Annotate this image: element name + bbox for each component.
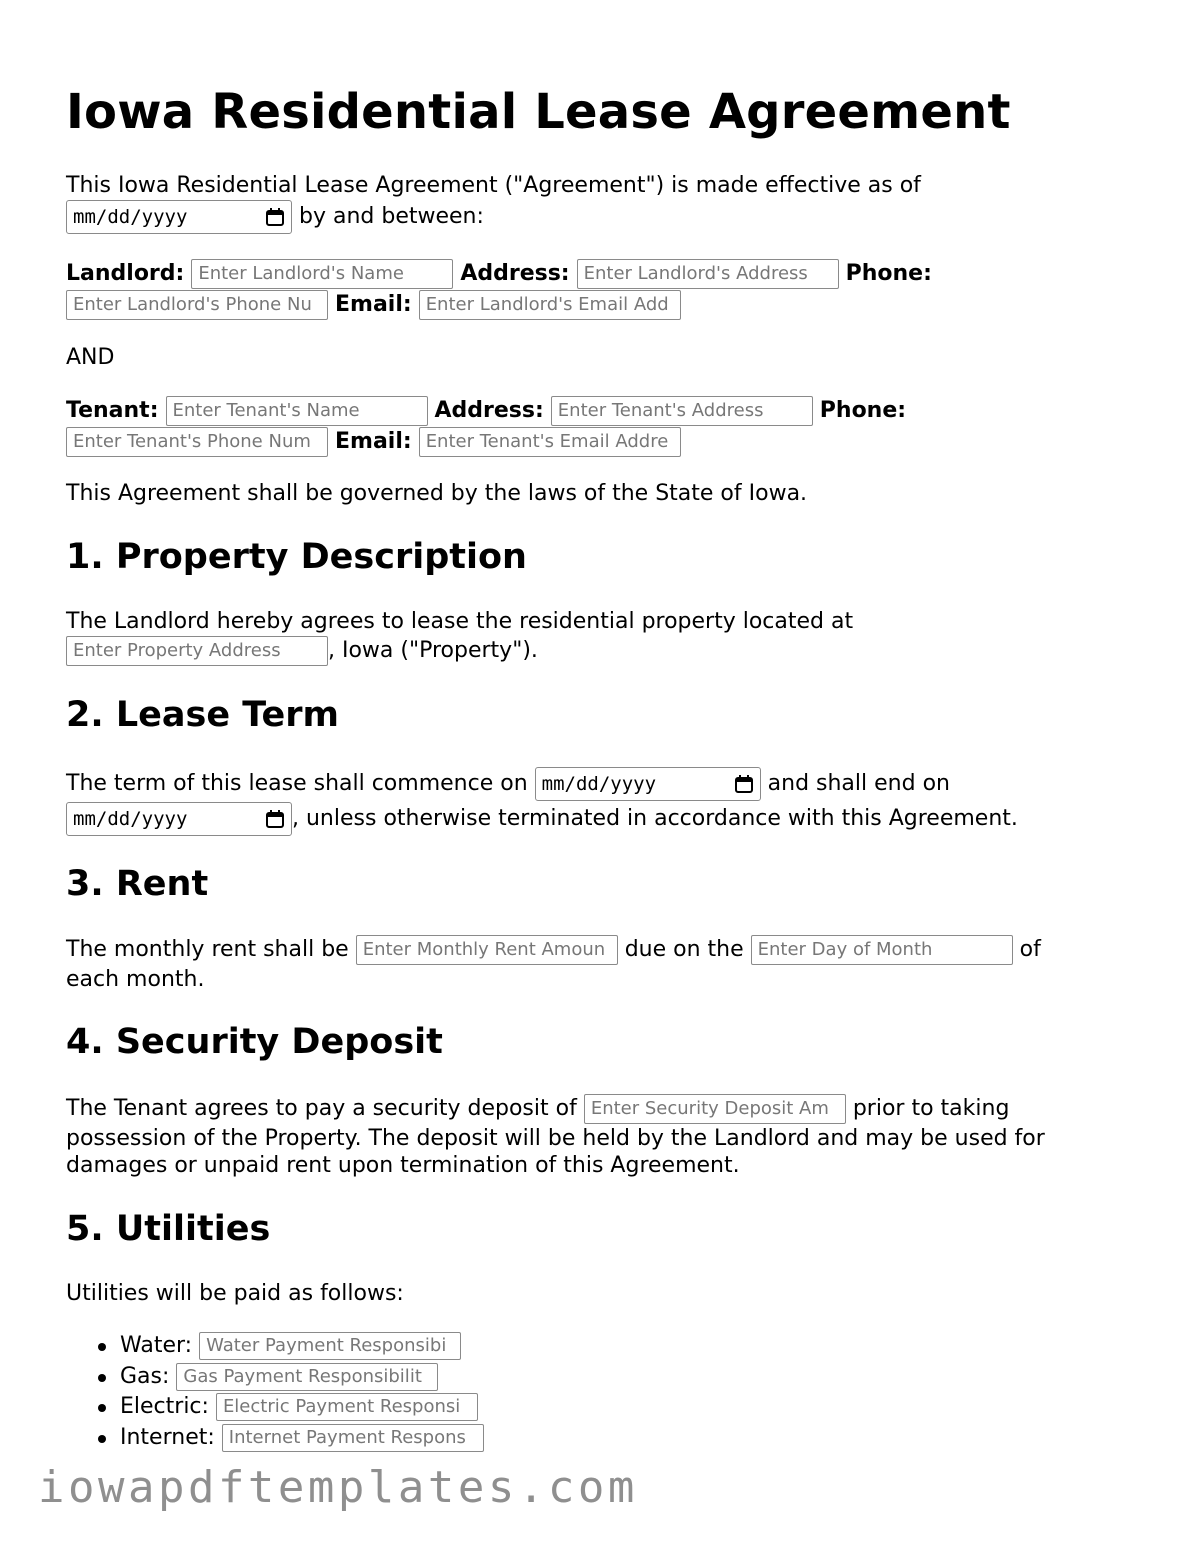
internet-responsibility-input[interactable]: Internet Payment Respons [222, 1424, 484, 1452]
watermark-text: iowapdftemplates.com [38, 1462, 638, 1513]
monthly-rent-input[interactable]: Enter Monthly Rent Amoun [356, 935, 618, 965]
rent-text: The monthly rent shall be [66, 937, 349, 962]
lease-term-line-2 [66, 802, 1018, 836]
property-address-input[interactable]: Enter Property Address [66, 636, 328, 666]
lease-end-date-input[interactable]: mm/dd/yyyy [66, 802, 292, 836]
tenant-address-input[interactable]: Enter Tenant's Address [551, 396, 813, 426]
water-responsibility-input[interactable]: Water Payment Responsibi [199, 1332, 461, 1360]
section-heading-deposit: 4. Security Deposit [66, 1022, 443, 1062]
landlord-label: Landlord: [66, 261, 185, 286]
landlord-address-input[interactable]: Enter Landlord's Address [577, 259, 839, 289]
section-heading-property: 1. Property Description [66, 537, 527, 577]
deposit-text-line-2: possession of the Property. The deposit will be held by the Landlord and may be used for [66, 1126, 1045, 1151]
governing-law-text: This Agreement shall be governed by the laws of the State of Iowa. [66, 481, 808, 506]
utility-item-internet: Internet: Internet Payment Respons [62, 1423, 484, 1454]
and-text: AND [66, 345, 115, 370]
landlord-name-input[interactable]: Enter Landlord's Name [191, 259, 453, 289]
tenant-line-2 [66, 427, 681, 457]
tenant-label: Tenant: [66, 398, 159, 423]
lease-term-after-text: , unless otherwise terminated in accordance with this Agreement. [292, 806, 1018, 831]
calendar-icon [265, 809, 285, 829]
tenant-line-1 [66, 396, 906, 426]
deposit-line-1 [66, 1094, 1009, 1124]
landlord-email-label: Email: [335, 292, 412, 317]
utility-item-water: Water: Water Payment Responsibi [62, 1331, 484, 1362]
deposit-text-line-3: damages or unpaid rent upon termination of this Agreement. [66, 1153, 740, 1178]
intro-text: This Iowa Residential Lease Agreement ("Agreement") is made effective as of [66, 173, 921, 198]
section-heading-lease-term: 2. Lease Term [66, 695, 339, 735]
section-heading-utilities: 5. Utilities [66, 1209, 271, 1249]
tenant-email-input[interactable]: Enter Tenant's Email Addre [419, 427, 681, 457]
landlord-phone-input[interactable]: Enter Landlord's Phone Nu [66, 290, 328, 320]
property-address-line [66, 636, 538, 666]
tenant-name-input[interactable]: Enter Tenant's Name [166, 396, 428, 426]
rent-text-line-2: each month. [66, 967, 205, 992]
lease-term-line-1 [66, 767, 950, 801]
tenant-email-label: Email: [335, 429, 412, 454]
utility-item-electric: Electric: Electric Payment Responsi [62, 1392, 484, 1423]
landlord-phone-label: Phone: [845, 261, 932, 286]
calendar-icon [734, 774, 754, 794]
rent-due-text: due on the [624, 937, 744, 962]
landlord-line-2 [66, 290, 681, 320]
deposit-after-text: prior to taking [852, 1096, 1010, 1121]
lease-start-text: The term of this lease shall commence on [66, 771, 528, 796]
effective-date-input[interactable]: mm/dd/yyyy [66, 200, 292, 234]
intro-date-line [66, 200, 484, 234]
landlord-address-label: Address: [460, 261, 570, 286]
page-title: Iowa Residential Lease Agreement [66, 84, 1011, 140]
landlord-email-input[interactable]: Enter Landlord's Email Add [419, 290, 681, 320]
intro-after-date: by and between: [299, 204, 484, 229]
lease-start-date-input[interactable]: mm/dd/yyyy [535, 767, 761, 801]
rent-day-input[interactable]: Enter Day of Month [751, 935, 1013, 965]
electric-responsibility-input[interactable]: Electric Payment Responsi [216, 1393, 478, 1421]
property-text: The Landlord hereby agrees to lease the residential property located at [66, 609, 854, 634]
lease-end-text: and shall end on [767, 771, 950, 796]
tenant-phone-input[interactable]: Enter Tenant's Phone Num [66, 427, 328, 457]
property-text-after: , Iowa ("Property"). [328, 638, 538, 663]
rent-line-1 [66, 935, 1041, 965]
security-deposit-input[interactable]: Enter Security Deposit Am [584, 1094, 846, 1124]
utility-item-gas: Gas: Gas Payment Responsibilit [62, 1362, 484, 1393]
gas-responsibility-input[interactable]: Gas Payment Responsibilit [176, 1363, 438, 1391]
tenant-address-label: Address: [434, 398, 544, 423]
utilities-intro: Utilities will be paid as follows: [66, 1281, 404, 1306]
landlord-line-1 [66, 259, 932, 289]
tenant-phone-label: Phone: [819, 398, 907, 423]
deposit-text: The Tenant agrees to pay a security deposit of [66, 1096, 577, 1121]
rent-of-text: of [1019, 937, 1041, 962]
utilities-list [62, 1331, 484, 1453]
calendar-icon [265, 207, 285, 227]
section-heading-rent: 3. Rent [66, 864, 209, 904]
